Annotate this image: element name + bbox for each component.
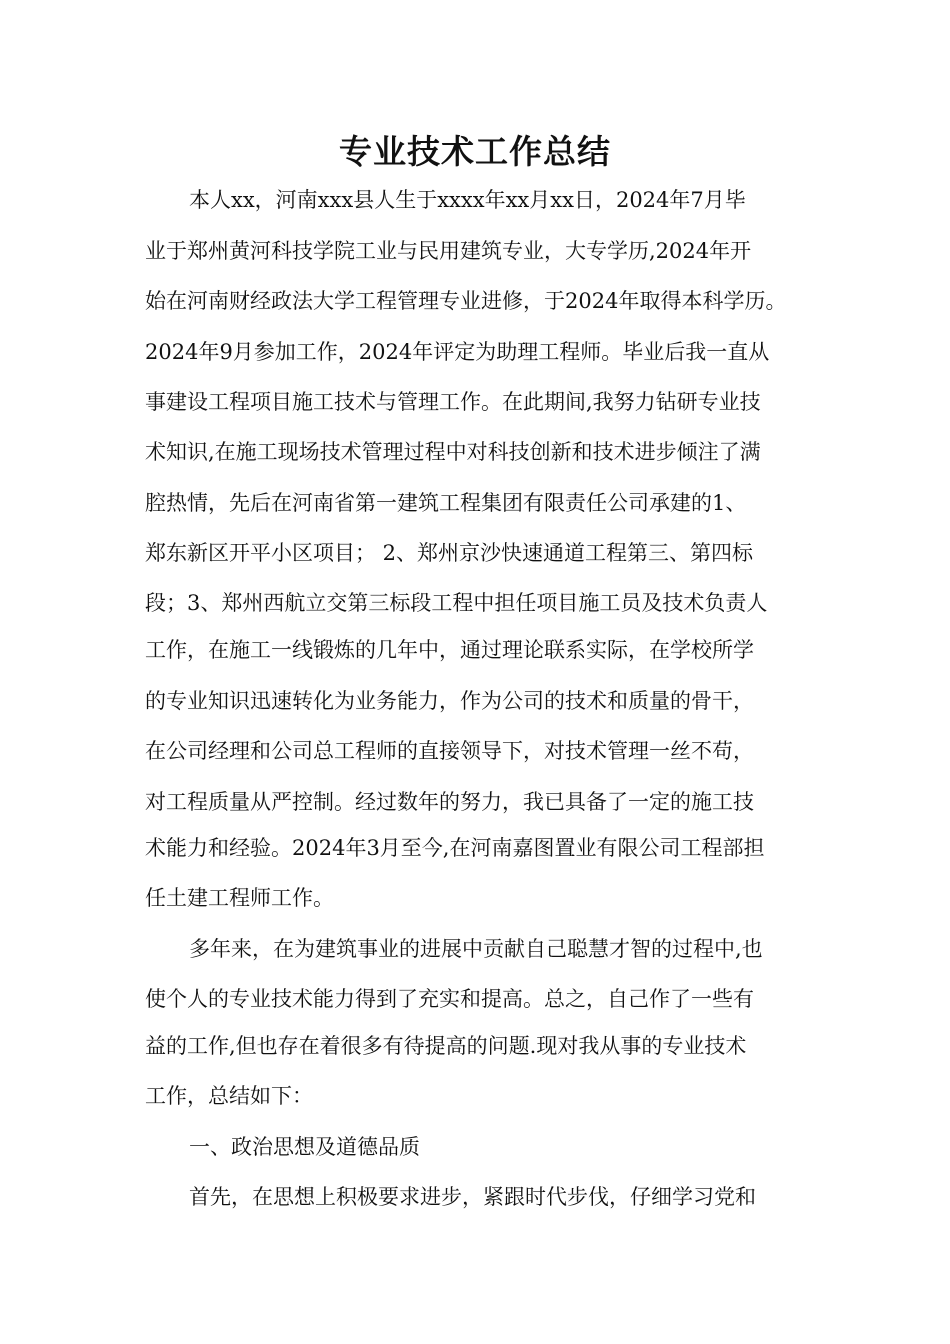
paragraph-line: 业于郑州黄河科技学院工业与民用建筑专业，大专学历,2024年开	[145, 239, 752, 263]
paragraph-line: 事建设工程项目施工技术与管理工作。在此期间,我努力钻研专业技	[145, 390, 761, 414]
paragraph-line: 益的工作,但也存在着很多有待提高的问题.现对我从事的专业技术	[145, 1034, 747, 1058]
paragraph-line: 段；3、郑州西航立交第三标段工程中担任项目施工员及技术负责人	[145, 591, 768, 615]
paragraph-line: 首先，在思想上积极要求进步，紧跟时代步伐，仔细学习党和	[189, 1185, 756, 1209]
paragraph-line: 本人xx，河南xxx县人生于xxxx年xx月xx日，2024年7月毕	[189, 188, 746, 212]
section-heading: 一、政治思想及道德品质	[189, 1135, 420, 1159]
paragraph-line: 2024年9月参加工作，2024年评定为助理工程师。毕业后我一直从	[145, 340, 770, 364]
paragraph-line: 郑东新区开平小区项目； 2、郑州京沙快速通道工程第三、第四标	[145, 541, 754, 565]
paragraph-line: 工作，总结如下：	[145, 1084, 313, 1108]
paragraph-line: 多年来，在为建筑事业的进展中贡献自己聪慧才智的过程中,也	[189, 937, 763, 961]
paragraph-line: 任土建工程师工作。	[145, 886, 334, 910]
paragraph-line: 在公司经理和公司总工程师的直接领导下，对技术管理一丝不苟，	[145, 739, 754, 763]
paragraph-line: 术能力和经验。2024年3月至今,在河南嘉图置业有限公司工程部担	[145, 836, 765, 860]
paragraph-line: 术知识,在施工现场技术管理过程中对科技创新和技术进步倾注了满	[145, 440, 761, 464]
paragraph-line: 使个人的专业技术能力得到了充实和提高。总之，自己作了一些有	[145, 987, 754, 1011]
document-title: 专业技术工作总结	[339, 132, 611, 171]
paragraph-line: 的专业知识迅速转化为业务能力，作为公司的技术和质量的骨干，	[145, 689, 754, 713]
paragraph-line: 腔热情，先后在河南省第一建筑工程集团有限责任公司承建的1、	[145, 491, 747, 515]
paragraph-line: 始在河南财经政法大学工程管理专业进修，于2024年取得本科学历。	[145, 289, 787, 313]
paragraph-line: 工作，在施工一线锻炼的几年中，通过理论联系实际，在学校所学	[145, 638, 754, 662]
paragraph-line: 对工程质量从严控制。经过数年的努力，我已具备了一定的施工技	[145, 790, 754, 814]
